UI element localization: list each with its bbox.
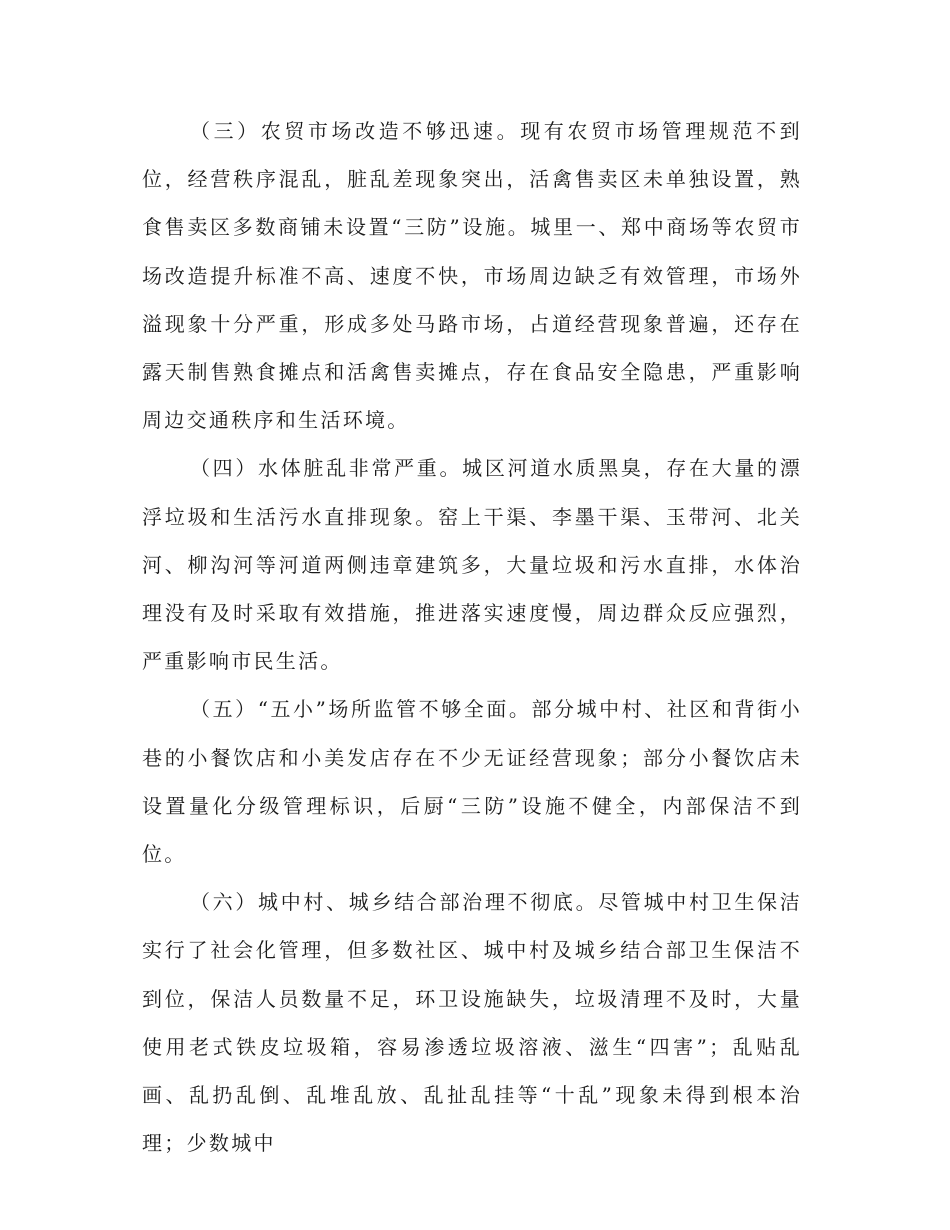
- body-text: [142, 107, 802, 1167]
- paragraph-water-bodies: （四）水体脏乱非常严重。城区河道水质黑臭，存在大量的漂浮垃圾和生活污水直排现象。窑上干渠、李墨干渠、玉带河、北关河、柳沟河等河道两侧违章建筑多，大量垃圾和污水直排，水体治理没有及时采取有效措施，推进落实速度慢，周边群众反应强烈，严重影响市民生活。: [142, 456, 802, 674]
- paragraph-farmers-market: （三）农贸市场改造不够迅速。现有农贸市场管理规范不到位，经营秩序混乱，脏乱差现象突出，活禽售卖区未单独设置，熟食售卖区多数商铺未设置“三防”设施。城里一、郑中商场等农贸市场改造提升标准不高、速度不快，市场周边缺乏有效管理，市场外溢现象十分严重，形成多处马路市场，占道经营现象普遍，还存在露天制售熟食摊点和活禽售卖摊点，存在食品安全隐患，严重影响周边交通秩序和生活环境。: [142, 119, 802, 433]
- paragraph-urban-villages: （六）城中村、城乡结合部治理不彻底。尽管城中村卫生保洁实行了社会化管理，但多数社区、城中村及城乡结合部卫生保洁不到位，保洁人员数量不足，环卫设施缺失，垃圾清理不及时，大量使用老式铁皮垃圾箱，容易渗透垃圾溶液、滋生“四害”；乱贴乱画、乱扔乱倒、乱堆乱放、乱扯乱挂等“十乱”现象未得到根本治理；少数城中: [142, 890, 802, 1156]
- paragraph-five-small-venues: （五）“五小”场所监管不够全面。部分城中村、社区和背街小巷的小餐饮店和小美发店存在不少无证经营现象；部分小餐饮店未设置量化分级管理标识，后厨“三防”设施不健全，内部保洁不到位。: [142, 697, 802, 867]
